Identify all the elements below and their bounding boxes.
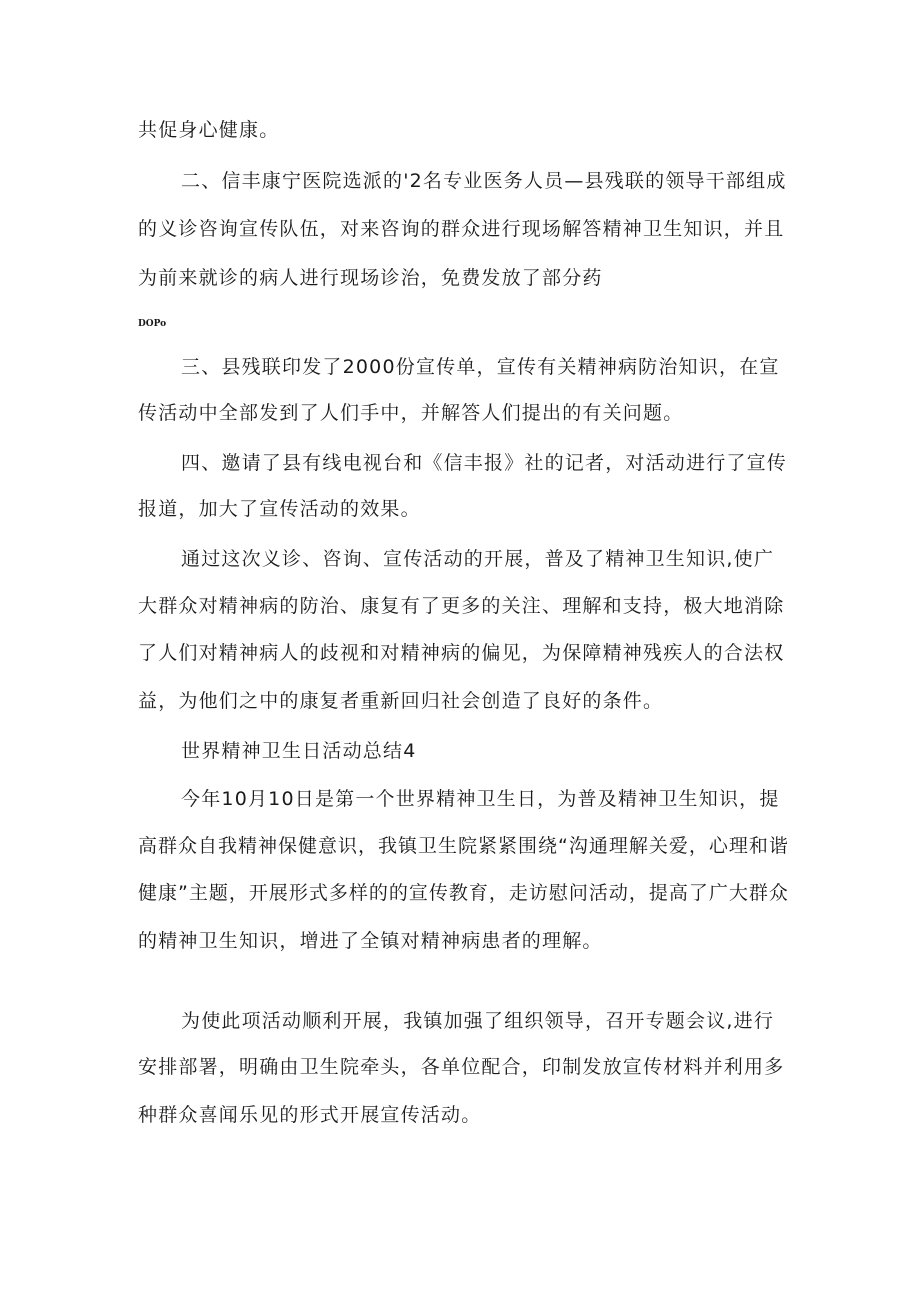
text-line: 高群众自我精神保健意识，我镇卫生院紧紧围绕“沟通理解关爱，心理和谐	[138, 835, 789, 857]
text-line: 传活动中全部发到了人们手中，并解答人们提出的有关问题。	[138, 402, 684, 424]
text-line: 为使此项活动顺利开展，我镇加强了组织领导，召开专题会议,进行	[181, 1010, 775, 1032]
text-line: 种群众喜闻乐见的形式开展宣传活动。	[138, 1104, 482, 1126]
text-line: 共促身心健康。	[138, 119, 280, 141]
text-line: 健康”主题，开展形式多样的的宣传教育，走访慰问活动，提高了广大群众	[138, 882, 789, 904]
text-line: 的义诊咨询宣传队伍，对来咨询的群众进行现场解答精神卫生知识，并且	[138, 218, 785, 240]
text-line: 安排部署，明确由卫生院牵头，各单位配合，印制发放宣传材料并利用多	[138, 1056, 785, 1078]
text-line: 益，为他们之中的康复者重新回归社会创造了良好的条件。	[138, 690, 664, 712]
text-line: 了人们对精神病人的歧视和对精神病的偏见，为保障精神残疾人的合法权	[138, 642, 785, 664]
text-line: 报道，加大了宣传活动的效果。	[138, 498, 421, 520]
section-heading: 世界精神卫生日活动总结4	[181, 740, 417, 762]
text-line: 为前来就诊的病人进行现场诊治，免费发放了部分药	[138, 267, 603, 289]
text-line: 通过这次义诊、咨询、宣传活动的开展，普及了精神卫生知识,使广	[181, 548, 775, 570]
text-line: 三、县残联印发了2000份宣传单，宣传有关精神病防治知识，在宣	[181, 356, 780, 378]
text-line: 今年10月10日是第一个世界精神卫生日，为普及精神卫生知识，提	[181, 788, 780, 810]
text-line: 四、邀请了县有线电视台和《信丰报》社的记者，对活动进行了宣传	[181, 452, 788, 474]
stray-text: DOPo	[138, 319, 167, 329]
text-line: 的精神卫生知识，增进了全镇对精神病患者的理解。	[138, 930, 603, 952]
text-line: 大群众对精神病的防治、康复有了更多的关注、理解和支持，极大地消除	[138, 595, 785, 617]
text-line: 二、信丰康宁医院选派的'2名专业医务人员—县残联的领导干部组成	[181, 170, 787, 192]
